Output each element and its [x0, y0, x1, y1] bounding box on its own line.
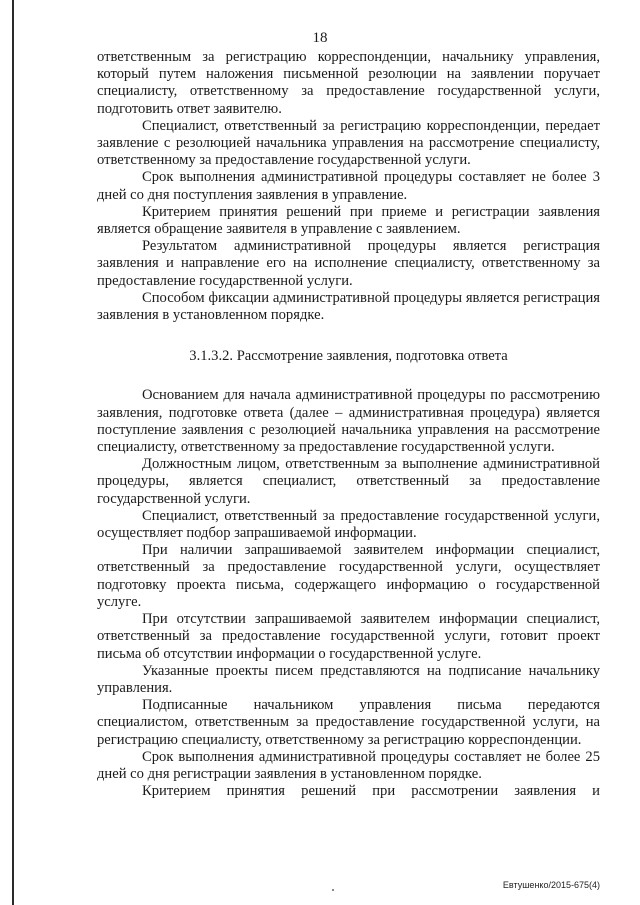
- paragraph: Критерием принятия решений при приеме и регистрации заявления является обращение заявителя в управление с заявлением.: [97, 203, 600, 238]
- paragraph: Основанием для начала административной процедуры по рассмотрению заявления, подготовке ответа (далее – административная процедура) является поступление заявления с резолюцией начальника управления на рассмотрение специалисту, ответственному за предоставление государственной услуги.: [97, 387, 600, 456]
- paragraph: Должностным лицом, ответственным за выполнение административной процедуры, является специалист, ответственный за предоставление государственной услуги.: [97, 456, 600, 507]
- paragraph: Специалист, ответственный за регистрацию корреспонденции, передает заявление с резолюцией начальника управления на рассмотрение специалисту, ответственному за предоставление государственной услуги.: [97, 117, 600, 169]
- paragraph: Способом фиксации административной процедуры является регистрация заявления в установленном порядке.: [97, 289, 600, 324]
- paragraph: Подписанные начальником управления письма передаются специалистом, ответственным за предоставление государственной услуги, на регистрацию специалисту, ответственному за регистрацию корреспонденции.: [97, 697, 600, 748]
- paragraph-continuation: ответственным за регистрацию корреспонденции, начальнику управления, который путем наложения письменной резолюции на заявлении поручает специалисту, ответственному за предоставление государственной услуги, подготовить ответ заявителю.: [97, 49, 600, 117]
- document-reference: Евтушенко/2015-675(4): [502, 880, 600, 890]
- paragraph: Срок выполнения административной процедуры составляет не более 3 дней со дня поступления заявления в управление.: [97, 169, 600, 203]
- scan-speck: [332, 889, 334, 891]
- document-body: [97, 49, 600, 800]
- paragraph: Специалист, ответственный за предоставление государственной услуги, осуществляет подбор запрашиваемой информации.: [97, 507, 600, 542]
- paragraph: При отсутствии запрашиваемой заявителем информации специалист, ответственный за предоставление государственной услуги, готовит проект письма об отсутствии информации о государственной услуге.: [97, 611, 600, 662]
- margin-rule: [12, 0, 14, 905]
- page-number: 18: [312, 30, 328, 46]
- paragraph: Срок выполнения административной процедуры составляет не более 25 дней со дня регистрации заявления в установленном порядке.: [97, 748, 600, 782]
- paragraph: Результатом административной процедуры является регистрация заявления и направление его на исполнение специалисту, ответственному за предоставление государственной услуги.: [97, 238, 600, 289]
- paragraph: При наличии запрашиваемой заявителем информации специалист, ответственный за предоставление государственной услуги, осуществляет подготовку проекта письма, содержащего информацию о государственной услуге.: [97, 542, 600, 610]
- section-heading: 3.1.3.2. Рассмотрение заявления, подготовка ответа: [189, 348, 508, 365]
- paragraph-truncated: Критерием принятия решений при рассмотрении заявления и: [142, 783, 600, 800]
- paragraph: Указанные проекты писем представляются на подписание начальнику управления.: [97, 662, 600, 696]
